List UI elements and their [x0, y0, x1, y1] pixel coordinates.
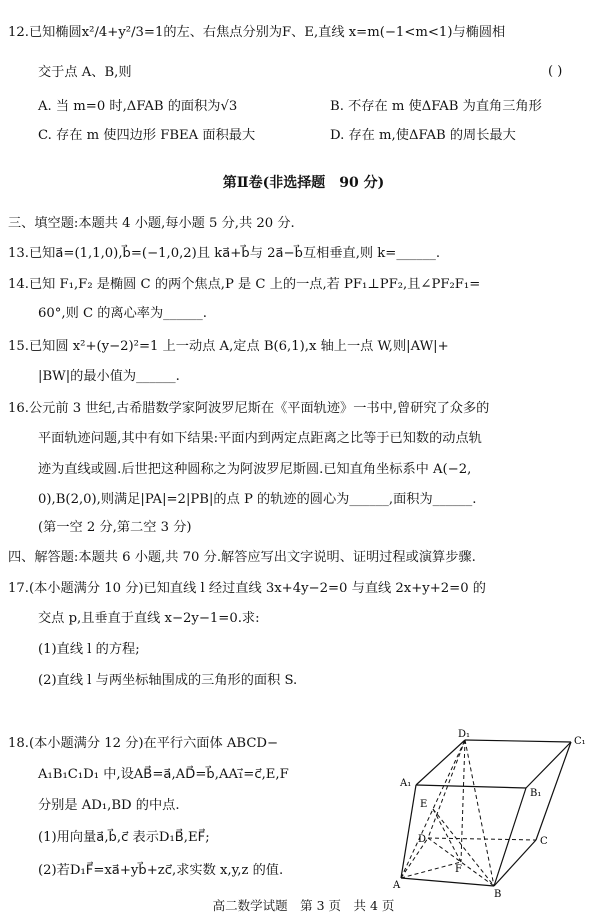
edge-a-b	[401, 878, 494, 886]
label-e: E	[420, 799, 428, 810]
q17-line2: 交点 p,且垂直于直线 x−2y−1=0.求:	[38, 611, 260, 626]
q12-line1: 12.已知椭圆x²/4+y²/3=1的左、右焦点分别为F、E,直线 x=m(−1<m<1)与椭圆相	[8, 25, 506, 40]
q18-part2: (2)若D₁F⃗=xa⃗+yb⃗+zc⃗,求实数 x,y,z 的值.	[38, 863, 284, 878]
edge-a1-d1	[416, 740, 465, 785]
q17-part2: (2)直线 l 与两坐标轴围成的三角形的面积 S.	[38, 673, 298, 688]
q14-line2: 60°,则 C 的离心率为______.	[38, 306, 207, 321]
label-b1: B₁	[530, 788, 542, 799]
edge-a1-b1	[416, 785, 526, 788]
q12-option-a: A. 当 m=0 时,ΔFAB 的面积为√3	[38, 99, 238, 114]
q17-part1: (1)直线 l 的方程;	[38, 642, 140, 657]
label-f: F	[455, 864, 462, 875]
label-a1: A₁	[400, 778, 412, 789]
edge-d-c	[428, 838, 536, 840]
q14-line1: 14.已知 F₁,F₂ 是椭圆 C 的两个焦点,P 是 C 上的一点,若 PF₁⊥PF₂,且∠PF₂F₁=	[8, 277, 481, 292]
q12-option-c: C. 存在 m 使四边形 FBEA 面积最大	[38, 128, 256, 143]
q18-line2: A₁B₁C₁D₁ 中,设AB⃗=a⃗,AD⃗=b⃗,AA₁⃗=c⃗,E,F	[38, 767, 289, 782]
q17-line1: 17.(本小题满分 10 分)已知直线 l 经过直线 3x+4y−2=0 与直线 2x+y+2=0 的	[8, 581, 486, 596]
edge-d1-c1	[465, 740, 571, 742]
edge-b1-c1	[526, 742, 571, 788]
q18-part1: (1)用向量a⃗,b⃗,c⃗ 表示D₁B⃗,EF⃗;	[38, 830, 210, 845]
segment-e-f	[433, 809, 461, 862]
edge-a1-a	[401, 785, 416, 878]
q12-line2: 交于点 A、B,则	[38, 65, 132, 80]
label-a: A	[393, 880, 401, 891]
edge-b-c	[494, 840, 536, 886]
q13-text: 13.已知a⃗=(1,1,0),b⃗=(−1,0,2)且 ka⃗+b⃗与 2a⃗−b⃗互相垂直,则 k=______.	[8, 246, 441, 261]
label-c1: C₁	[574, 736, 586, 747]
q16-line3: 迹为直线或圆.后世把这种圆称之为阿波罗尼斯圆.已知直角坐标系中 A(−2,	[38, 462, 472, 477]
label-d1: D₁	[458, 729, 471, 740]
q16-line1: 16.公元前 3 世纪,古希腊数学家阿波罗尼斯在《平面轨迹》一书中,曾研究了众多的	[8, 401, 490, 416]
section3-heading: 三、填空题:本题共 4 小题,每小题 5 分,共 20 分.	[8, 216, 295, 231]
q12-answer-paren: ( )	[548, 64, 563, 79]
section4-heading: 四、解答题:本题共 6 小题,共 70 分.解答应写出文字说明、证明过程或演算步骤.	[8, 550, 476, 565]
label-b: B	[494, 889, 502, 900]
q18-line1: 18.(本小题满分 12 分)在平行六面体 ABCD−	[8, 736, 279, 751]
parallelepiped-figure	[393, 729, 596, 900]
segment-d1-f	[461, 740, 465, 862]
label-d: D	[418, 834, 427, 845]
segment-d1-b	[465, 740, 494, 886]
q15-line1: 15.已知圆 x²+(y−2)²=1 上一动点 A,定点 B(6,1),x 轴上一点 W,则|AW|+	[8, 339, 449, 354]
q18-line3: 分别是 AD₁,BD 的中点.	[38, 798, 180, 813]
label-c: C	[540, 836, 548, 847]
q16-line4: 0),B(2,0),则满足|PA|=2|PB|的点 P 的轨迹的圆心为______,面积为______.	[38, 492, 477, 507]
q12-option-d: D. 存在 m,使ΔFAB 的周长最大	[330, 128, 516, 143]
q12-option-b: B. 不存在 m 使ΔFAB 为直角三角形	[330, 99, 542, 114]
q16-line5: (第一空 2 分,第二空 3 分)	[38, 520, 192, 535]
segment-e-b	[433, 809, 494, 886]
page-footer: 高二数学试题 第 3 页 共 4 页	[212, 898, 395, 913]
edge-d1-d	[428, 740, 465, 838]
q16-line2: 平面轨迹问题,其中有如下结果:平面内到两定点距离之比等于已知数的动点轨	[38, 431, 482, 446]
q15-line2: |BW|的最小值为______.	[38, 369, 180, 384]
edge-b1-b	[494, 788, 526, 886]
section2-title: 第Ⅱ卷(非选择题 90 分)	[222, 175, 385, 191]
